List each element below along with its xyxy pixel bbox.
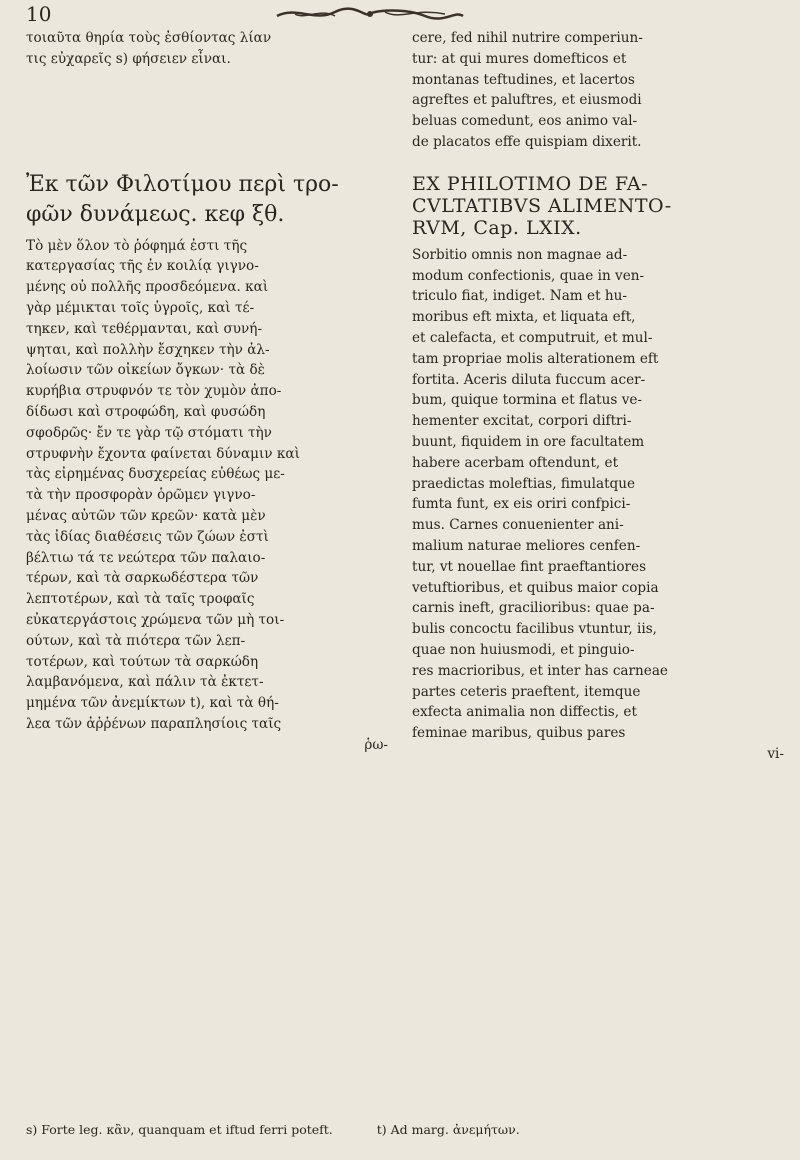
text-line: agreftes et paluftres, et eiusmodi: [412, 92, 642, 109]
heading-line: EX PHILOTIMO DE FA-: [412, 172, 649, 195]
greek-chapter-heading: [26, 170, 388, 230]
text-line: praedictas moleftias, fimulatque: [412, 475, 636, 492]
text-line: beluas comedunt, eos animo val-: [412, 113, 638, 130]
heading-line: Ἐκ τῶν Φιλοτίμου περὶ τρο-: [26, 171, 339, 197]
text-line: tur, vt nouellae fint praeftantiores: [412, 558, 647, 575]
heading-line: RVM, Cap. LXIX.: [412, 216, 582, 239]
heading-line: φῶν δυνάμεως. κεφ ξθ.: [26, 201, 285, 227]
text-line: bum, quique tormina et flatus ve-: [412, 392, 643, 409]
text-line: moribus eft mixta, et liquata eft,: [412, 309, 636, 326]
text-line: μένης οὐ πολλῆς προσδεόμενα. καὶ: [26, 279, 269, 296]
text-line: τοτέρων, καὶ τούτων τὰ σαρκώδη: [26, 653, 259, 670]
text-line: Τὸ μὲν ὅλον τὸ ῥόφημά ἐστι τῆς: [26, 237, 248, 254]
text-line: montanas teftudines, et lacertos: [412, 71, 635, 88]
catchword: vi-: [767, 745, 784, 762]
text-line: τὰς εἰρημένας δυσχερείας εὐθέως με-: [26, 466, 285, 483]
footnotes: [26, 1122, 786, 1137]
text-line: habere acerbam oftendunt, et: [412, 454, 619, 471]
text-line: feminae maribus, quibus pares: [412, 725, 626, 742]
text-line: fortita. Aceris diluta fuccum acer-: [412, 371, 646, 388]
text-line: fumta funt, ex eis oriri confpici-: [412, 496, 631, 513]
footnote-s: s) Forte leg. κἂν, quanquam et iftud ferri poteft.: [26, 1122, 333, 1137]
text-line: tam propriae molis alterationem eft: [412, 350, 659, 367]
text-line: γὰρ μέμικται τοῖς ὑγροῖς, καὶ τέ-: [26, 299, 255, 316]
text-line: buunt, fiquidem in ore facultatem: [412, 433, 645, 450]
text-line: et calefacta, et computruit, et mul-: [412, 329, 653, 346]
text-line: μημένα τῶν ἀνεμίκτων t), καὶ τὰ θή-: [26, 695, 279, 712]
text-line: δίδωσι καὶ στροφώδη, καὶ φυσώδη: [26, 403, 266, 420]
text-line: modum confectionis, quae in ven-: [412, 267, 645, 284]
latin-top-paragraph: [412, 28, 784, 153]
text-line: λεα τῶν ἀῤῥένων παραπλησίοις ταῖς: [26, 715, 282, 732]
text-line: exfecta animalia non diffectis, et: [412, 704, 637, 721]
greek-column: [26, 28, 388, 756]
text-line: tur: at qui mures domefticos et: [412, 50, 627, 67]
text-line: τηκεν, καὶ τεθέρμανται, καὶ συνή-: [26, 320, 263, 337]
text-line: τοιαῦτα θηρία τοὺς ἐσθίοντας λίαν: [26, 30, 272, 46]
latin-chapter-heading: [412, 173, 784, 239]
greek-top-paragraph: [26, 28, 388, 70]
text-line: mus. Carnes conuenienter ani-: [412, 517, 624, 534]
text-line: εὐκατεργάστοις χρώμενα τῶν μὴ τοι-: [26, 611, 285, 628]
text-line: τὰ τὴν προσφορὰν ὁρῶμεν γιγνο-: [26, 487, 256, 504]
page-number: 10: [26, 2, 52, 26]
text-line: partes ceteris praeftent, itemque: [412, 683, 641, 700]
text-line: βέλτιω τά τε νεώτερα τῶν παλαιο-: [26, 549, 266, 566]
catchword: ῥω-: [364, 736, 388, 753]
text-line: quae non huiusmodi, et pinguio-: [412, 641, 635, 658]
text-line: malium naturae meliores cenfen-: [412, 537, 641, 554]
text-line: τέρων, καὶ τὰ σαρκωδέστερα τῶν: [26, 570, 259, 587]
printer-ornament-icon: [275, 4, 465, 24]
text-line: κατεργασίας τῆς ἐν κοιλίᾳ γιγνο-: [26, 258, 259, 275]
text-line: bulis concoctu facilibus vtuntur, iis,: [412, 621, 658, 638]
text-line: λοίωσιν τῶν οἰκείων ὄγκων· τὰ δὲ: [26, 362, 265, 379]
text-line: λεπτοτέρων, καὶ τὰ ταῖς τροφαῖς: [26, 591, 255, 608]
text-line: τὰς ἰδίας διαθέσεις τῶν ζώων ἐστὶ: [26, 528, 269, 545]
latin-column: [412, 28, 784, 765]
text-line: λαμβανόμενα, καὶ πάλιν τὰ ἐκτετ-: [26, 674, 264, 691]
text-line: μένας αὐτῶν τῶν κρεῶν· κατὰ μὲν: [26, 507, 266, 524]
text-line: Sorbitio omnis non magnae ad-: [412, 246, 628, 263]
text-line: carnis ineft, gracilioribus: quae pa-: [412, 600, 655, 617]
text-line: κυρήβια στρυφνόν τε τὸν χυμὸν ἀπο-: [26, 383, 282, 400]
text-line: στρυφνὴν ἔχοντα φαίνεται δύναμιν καὶ: [26, 445, 300, 462]
text-line: de placatos effe quispiam dixerit.: [412, 133, 642, 150]
text-line: ούτων, καὶ τὰ πιότερα τῶν λεπ-: [26, 632, 246, 649]
greek-body-paragraph: [26, 236, 388, 756]
footnote-t: t) Ad marg. ἀνεμήτων.: [376, 1122, 520, 1137]
text-line: τις εὐχαρεῖς s) φήσειεν εἶναι.: [26, 50, 231, 67]
text-line: ψηται, καὶ πολλὴν ἔσχηκεν τὴν ἀλ-: [26, 341, 270, 358]
latin-body-paragraph: [412, 245, 784, 765]
text-line: res macrioribus, et inter has carneae: [412, 662, 668, 679]
text-line: vetuftioribus, et quibus maior copia: [412, 579, 659, 596]
text-line: σφοδρῶς· ἔν τε γὰρ τῷ στόματι τὴν: [26, 424, 272, 441]
text-line: hementer excitat, corpori diftri-: [412, 413, 632, 430]
text-line: triculo fiat, indiget. Nam et hu-: [412, 288, 627, 305]
heading-line: CVLTATIBVS ALIMENTO-: [412, 194, 672, 217]
text-line: cere, fed nihil nutrire comperiun-: [412, 30, 643, 46]
